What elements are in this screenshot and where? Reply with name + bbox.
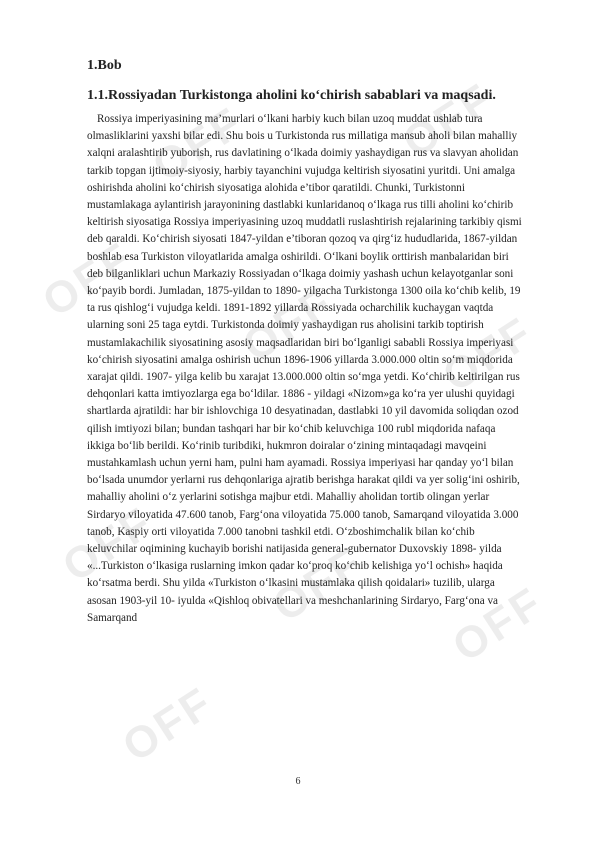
watermark: OFF xyxy=(54,497,163,592)
watermark: OFF xyxy=(114,677,223,772)
section-heading: 1.1.Rossiyadan Turkistonga aholini ko‘chirish sabablari va maqsadi. xyxy=(87,88,496,103)
page-number: 6 xyxy=(295,776,301,787)
watermark: OFF xyxy=(444,577,553,672)
page-content xyxy=(87,56,524,627)
watermark: OFF xyxy=(434,307,543,402)
body-paragraph: Rossiya imperiyasining ma’murlari o‘lkani harbiy kuch bilan uzoq muddat ushlab tura olmasliklarini yaxshi bilar edi. Shu bois u Turkistonda rus millatiga mansub aholi bilan mahalliy xalqni aralashtirib yuborish, rus davlatining o‘lkada doimiy yashaydigan rus va slavyan aholidan tarkib topgan ijtimoiy-siyosiy, harbiy tayanchini vujudga keltirish siyosatini yuritdi. Uni amalga oshirishda aholini ko‘chirish siyosatiga alohida e’tibor qaratildi. Chunki, Turkistonni mustamlakaga aylantirish jarayonining dastlabki kunlaridanoq o‘lkaga rus tilli aholini ko‘chirib keltirish siyosatiga Rossiya imperiyasining uzoq muddatli ruslashtirish rejalarining tarkibiy qismi deb qaraldi. Ko‘chirish siyosati 1847-yildan e’tiboran qozoq va qirg‘iz hududlarida, 1867-yildan boshlab esa Turkiston viloyatlarida amalga oshirildi. O‘lkani boylik orttirish manbalaridan biri deb bilganliklari uchun Markaziy Rossiyadan o‘lkaga doimiy yashash uchun kelayotganlar soni ko‘payib bordi. Jumladan, 1875-yildan to 1890- yilgacha Turkistonga 1300 oila ko‘chib kelib, 19 ta rus qishlog‘i vujudga keldi. 1891-1892 yillarda Rossiyada ocharchilik kuchaygan vaqtda ularning soni 25 taga eytdi. Turkistonda doimiy yashaydigan rus aholisini tarkib toptirish mustamlakachilik siyosatining asosiy maqsadlaridan biri bo‘lganligi sababli Rossiya imperiyasi ko‘chirish siyosatini amalga oshirish uchun 1896-1906 yillarda 3.000.000 oltin so‘m miqdorida xarajat qildi. 1907- yilga kelib bu xarajat 13.000.000 oltin so‘mga yetdi. Ko‘chirib keltirilgan rus dehqonlari katta imtiyozlarga ega bo‘ldilar. 1886 - yildagi «Nizom»ga ko‘ra yer ulushi quyidagi shartlarda ajratildi: har bir ishlovchiga 10 desyatinadan, dastlabki 10 yil davomida soliqdan ozod qilish imtiyozi bilan; bundan tashqari har bir ko‘chib keluvchiga 100 rubl miqdorida nafaqa ikkiga bo‘lib berildi. Ko‘rinib turibdiki, hukmron doiralar o‘zining mintaqadagi mavqeini mustahkamlash uchun yerni ham, pulni ham ayamadi. Rossiya imperiyasi har qanday yo‘l bilan bo‘lsada unumdor yerlarni rus dehqonlariga ajratib berishga harakat qildi va yer solig‘ini oshirib, mahalliy aholini o‘z yerlarini sotishga majbur etdi. Mahalliy aholidan tortib olingan yerlar Sirdaryo viloyatida 47.600 tanob, Farg‘ona viloyatida 75.000 tanob, Samarqand viloyatida 3.000 tanob, Kaspiy orti viloyatida 7.000 tanobni tashkil etdi. O‘zboshimchalik bilan ko‘chib keluvchilar oqimining kuchayib borishi natijasida general-gubernator Duxovskiy 1898- yilda «...Turkiston o‘lkasiga ruslarning imkon qadar ko‘proq ko‘chib kelishiga yo‘l ochish» haqida ko‘rsatma berdi. Shu yilda «Turkiston o‘lkasini mustamlaka qilish qoidalari» tuzilib, ularga asosan 1903-yil 10- iyulda «Qishloq obivatellari va meshchanlarining Sirdaryo, Farg‘ona va Samarqand xyxy=(87,113,522,624)
chapter-heading: 1.Bob xyxy=(87,58,122,73)
watermark: OFF xyxy=(144,97,253,192)
watermark: OFF xyxy=(234,277,343,372)
watermark: OFF xyxy=(394,73,503,168)
watermark: OFF xyxy=(264,537,373,632)
watermark: OFF xyxy=(34,232,143,327)
